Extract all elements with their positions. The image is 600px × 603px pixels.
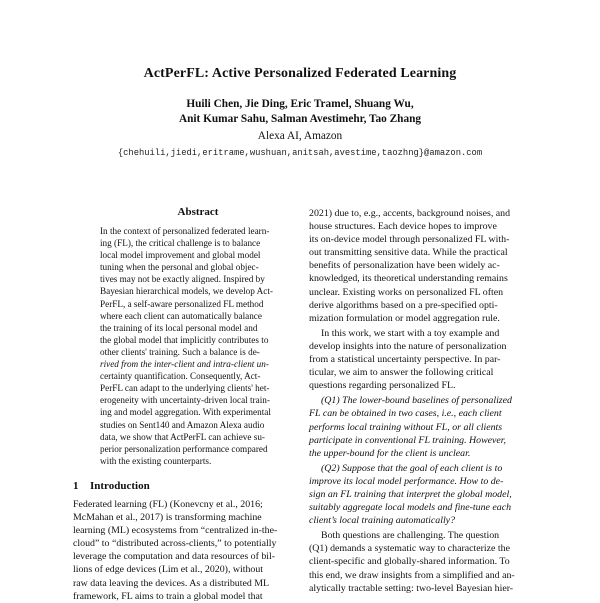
body-line: (Q1) The lower-bound baselines of personalized xyxy=(321,395,512,407)
body-line: ticular, we aim to answer the following critical xyxy=(309,367,494,379)
paragraph xyxy=(309,529,531,594)
abstract-line: studies on Sent140 and Amazon Alexa audio xyxy=(100,419,265,430)
abstract-body xyxy=(100,225,300,467)
body-line: the upper-bound for the client is unclear. xyxy=(309,447,471,459)
abstract-line: ing and model aggregation. With experimental xyxy=(100,407,271,418)
intro-line: McMahan et al., 2017) is transforming machine xyxy=(73,512,262,524)
body-line: client’s local training automatically? xyxy=(309,515,456,527)
body-line: Both questions are challenging. The question xyxy=(321,530,500,542)
body-line: mization formulation or model aggregation rule. xyxy=(309,312,500,324)
abstract-line: tuning when the personal and global objec- xyxy=(100,262,259,273)
abstract-line: In the context of personalized federated learn- xyxy=(100,226,270,236)
question-1 xyxy=(309,394,531,459)
body-line: suitably aggregate local models and fine-tune each xyxy=(309,502,512,514)
body-line: participate in conventional FL training. However, xyxy=(309,434,507,446)
body-line: alytically tractable setting: two-level Bayesian hier- xyxy=(309,582,514,594)
abstract-line: ing (FL), the critical challenge is to balance xyxy=(100,238,261,249)
intro-line: raw data leaving the devices. As a distributed ML xyxy=(73,577,270,589)
abstract-line: PerFL can adapt to the underlying clients' het- xyxy=(100,383,270,394)
body-line: performs local training without FL, or all clients xyxy=(309,421,503,433)
body-line: from a statistical uncertainty perspective. In par- xyxy=(309,354,501,366)
author-emails: {chehuili,jiedi,eritrame,wushuan,anitsah,avestime,taozhng}@amazon.com xyxy=(117,148,483,158)
section-number: 1 xyxy=(73,480,79,492)
body-line: 2021) due to, e.g., accents, background noises, and xyxy=(309,208,511,219)
paper-title: ActPerFL: Active Personalized Federated Learning xyxy=(143,66,457,81)
right-column xyxy=(309,207,531,595)
author-line: Anit Kumar Sahu, Salman Avestimehr, Tao Zhang xyxy=(178,112,422,125)
intro-line: Federated learning (FL) (Konevcny et al., 2016; xyxy=(73,499,263,510)
intro-line: cloud” to “distributed across-clients,” to potentially xyxy=(73,538,277,550)
abstract-line: other clients' training. Such a balance is de- xyxy=(100,346,260,357)
body-line: benefits of personalization have been widely ac- xyxy=(309,260,500,272)
body-line: this end, we draw insights from a simplified and an- xyxy=(309,569,515,581)
abstract-line: erogeneity with uncertainty-driven local train- xyxy=(100,395,270,406)
body-line: house structures. Each device hopes to improve xyxy=(309,221,497,233)
body-line: In this work, we start with a toy example and xyxy=(321,327,500,339)
abstract-line: where each client can automatically balance xyxy=(100,310,262,321)
body-line: develop insights into the nature of personalization xyxy=(309,340,507,352)
body-line: sign an FL training that interpret the global model, xyxy=(309,488,512,500)
abstract-line: data, we show that ActPerFL can achieve su- xyxy=(100,431,265,442)
abstract-line: with the existing counterparts. xyxy=(100,455,212,466)
introduction-body xyxy=(73,498,295,603)
author-list xyxy=(0,97,600,126)
paragraph xyxy=(309,207,531,325)
body-line: derive algorithms based on a pre-specified opti- xyxy=(309,299,498,311)
abstract-line: certainty quantification. Consequently, Act- xyxy=(100,371,261,382)
affiliation: Alexa AI, Amazon xyxy=(257,130,343,142)
abstract-heading: Abstract xyxy=(177,206,219,218)
abstract-line: tives may not be exactly aligned. Inspired by xyxy=(100,274,265,285)
body-line: knowledged, its theoretical understanding remains xyxy=(309,273,508,285)
intro-line: learning (ML) ecosystems from “centralized in-the- xyxy=(73,525,278,537)
abstract-line: the training of its local personal model and xyxy=(100,322,258,333)
author-line: Huili Chen, Jie Ding, Eric Tramel, Shuang Wu, xyxy=(186,98,414,110)
question-2 xyxy=(309,462,531,527)
body-line: FL can be obtained in two cases, i.e., each client xyxy=(309,408,502,420)
intro-line: lions of edge devices (Lim et al., 2020), without xyxy=(73,564,264,576)
paragraph xyxy=(309,327,531,392)
body-line: improve its local model performance. How to de- xyxy=(309,475,504,487)
abstract-line: the global model that implicitly contributes to xyxy=(100,334,269,345)
body-line: questions regarding personalized FL. xyxy=(309,380,456,392)
abstract-line: PerFL, a self-aware personalized FL method xyxy=(100,298,264,309)
abstract-line: perior personalization performance compared xyxy=(100,443,268,454)
section-heading-introduction xyxy=(73,480,150,492)
abstract-line: Bayesian hierarchical models, we develop Act- xyxy=(100,286,273,297)
intro-line: leverage the computation and data resources of bil- xyxy=(73,551,276,563)
body-line: unclear. Existing works on personalized FL often xyxy=(309,286,504,298)
section-title: Introduction xyxy=(90,480,150,492)
body-line: (Q1) demands a systematic way to characterize the xyxy=(309,543,510,555)
body-line: out transmitting sensitive data. While the practical xyxy=(309,247,508,259)
body-line: client-specific and globally-shared information. To xyxy=(309,556,510,568)
body-line: its on-device model through personalized FL with- xyxy=(309,234,510,246)
abstract-line: rived from the inter-client and intra-client un- xyxy=(100,359,269,370)
body-line: (Q2) Suppose that the goal of each client is to xyxy=(321,462,503,474)
abstract-line: local model improvement and global model xyxy=(100,250,261,261)
intro-line: framework, FL aims to train a global model that xyxy=(73,590,263,602)
